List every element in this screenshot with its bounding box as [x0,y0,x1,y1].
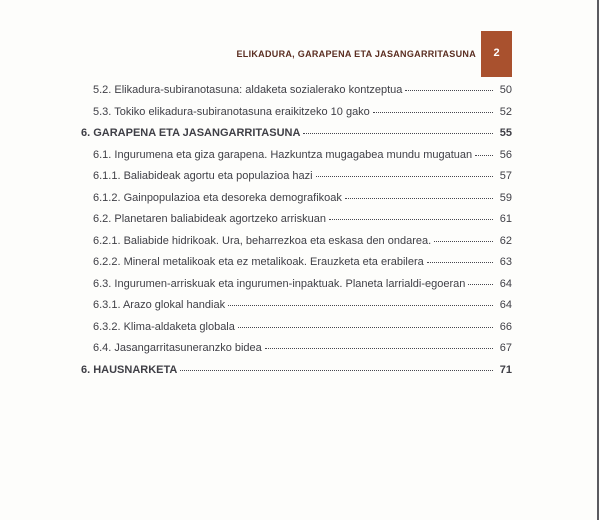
toc-entry-page: 63 [499,256,512,268]
toc-entry[interactable] [81,213,512,235]
toc-entry-label: 6.2.2. Mineral metalikoak eta ez metalikoak. Erauzketa eta erabilera [93,256,424,268]
toc-entry-page: 55 [499,127,512,139]
toc-dot-leader [303,133,493,134]
toc-dot-leader [228,305,493,306]
toc-dot-leader [475,155,493,156]
toc-dot-leader [265,348,493,349]
header-title: ELIKADURA, GARAPENA ETA JASANGARRITASUNA [236,49,476,59]
toc-entry[interactable] [81,192,512,214]
page-number: 2 [493,46,500,59]
toc-entry-page: 64 [499,299,512,311]
toc-entry[interactable] [81,235,512,257]
toc-dot-leader [316,176,493,177]
toc-dot-leader [427,262,493,263]
toc-entry-label: 6. HAUSNARKETA [81,363,178,376]
toc-entry-page: 61 [499,213,512,225]
toc-entry-label: 6. GARAPENA ETA JASANGARRITASUNA [81,127,301,139]
toc-dot-leader [345,198,493,199]
toc-entry-page: 71 [499,363,512,376]
toc-entry-page: 59 [499,191,512,204]
toc-entry-label: 5.2. Elikadura-subiranotasuna: aldaketa sozialerako kontzeptua [93,84,403,96]
toc-entry-label: 6.2. Planetaren baliabideak agortzeko arriskuan [93,213,326,225]
toc-entry-page: 56 [499,148,512,161]
toc-entry-page: 57 [499,170,512,182]
toc-entry[interactable] [81,84,512,106]
toc-dot-leader [373,112,493,113]
toc-dot-leader [238,327,493,328]
toc-entry[interactable] [81,321,512,343]
toc-entry-label: 6.4. Jasangarritasuneranzko bidea [93,342,262,354]
toc-entry[interactable] [81,342,512,364]
toc-entry[interactable] [81,364,512,386]
toc-entry-label: 6.3.1. Arazo glokal handiak [93,299,226,311]
toc-entry[interactable] [81,299,512,321]
toc-entry[interactable] [81,149,512,171]
toc-entry[interactable] [81,170,512,192]
toc-entry-page: 64 [499,277,512,290]
toc-entry-page: 62 [499,234,512,247]
table-of-contents [81,84,512,385]
toc-entry-label: 6.1.2. Gainpopulazioa eta desoreka demografikoak [93,191,342,204]
window-right-border [597,0,599,520]
toc-entry-label: 6.2.1. Baliabide hidrikoak. Ura, beharrezkoa eta eskasa den ondarea. [93,234,432,247]
toc-entry-label: 6.3. Ingurumen-arriskuak eta ingurumen-inpaktuak. Planeta larrialdi-egoeran [93,277,466,290]
toc-entry-page: 66 [499,320,512,333]
toc-entry[interactable] [81,278,512,300]
toc-entry-label: 6.1.1. Baliabideak agortu eta populazioa hazi [93,170,313,182]
toc-dot-leader [468,284,493,285]
toc-entry[interactable] [81,256,512,278]
toc-entry[interactable] [81,106,512,128]
toc-entry-label: 6.3.2. Klima-aldaketa globala [93,320,235,333]
toc-entry-label: 5.3. Tokiko elikadura-subiranotasuna eraikitzeko 10 gako [93,105,370,118]
toc-entry-page: 67 [499,342,512,354]
toc-dot-leader [180,370,493,371]
toc-entry-page: 50 [499,84,512,96]
toc-dot-leader [405,90,493,91]
toc-entry[interactable] [81,127,512,149]
toc-dot-leader [434,241,493,242]
toc-dot-leader [329,219,493,220]
toc-entry-page: 52 [499,105,512,118]
toc-entry-label: 6.1. Ingurumena eta giza garapena. Hazkuntza mugagabea mundu mugatuan [93,148,473,161]
page-number-badge [481,31,512,77]
